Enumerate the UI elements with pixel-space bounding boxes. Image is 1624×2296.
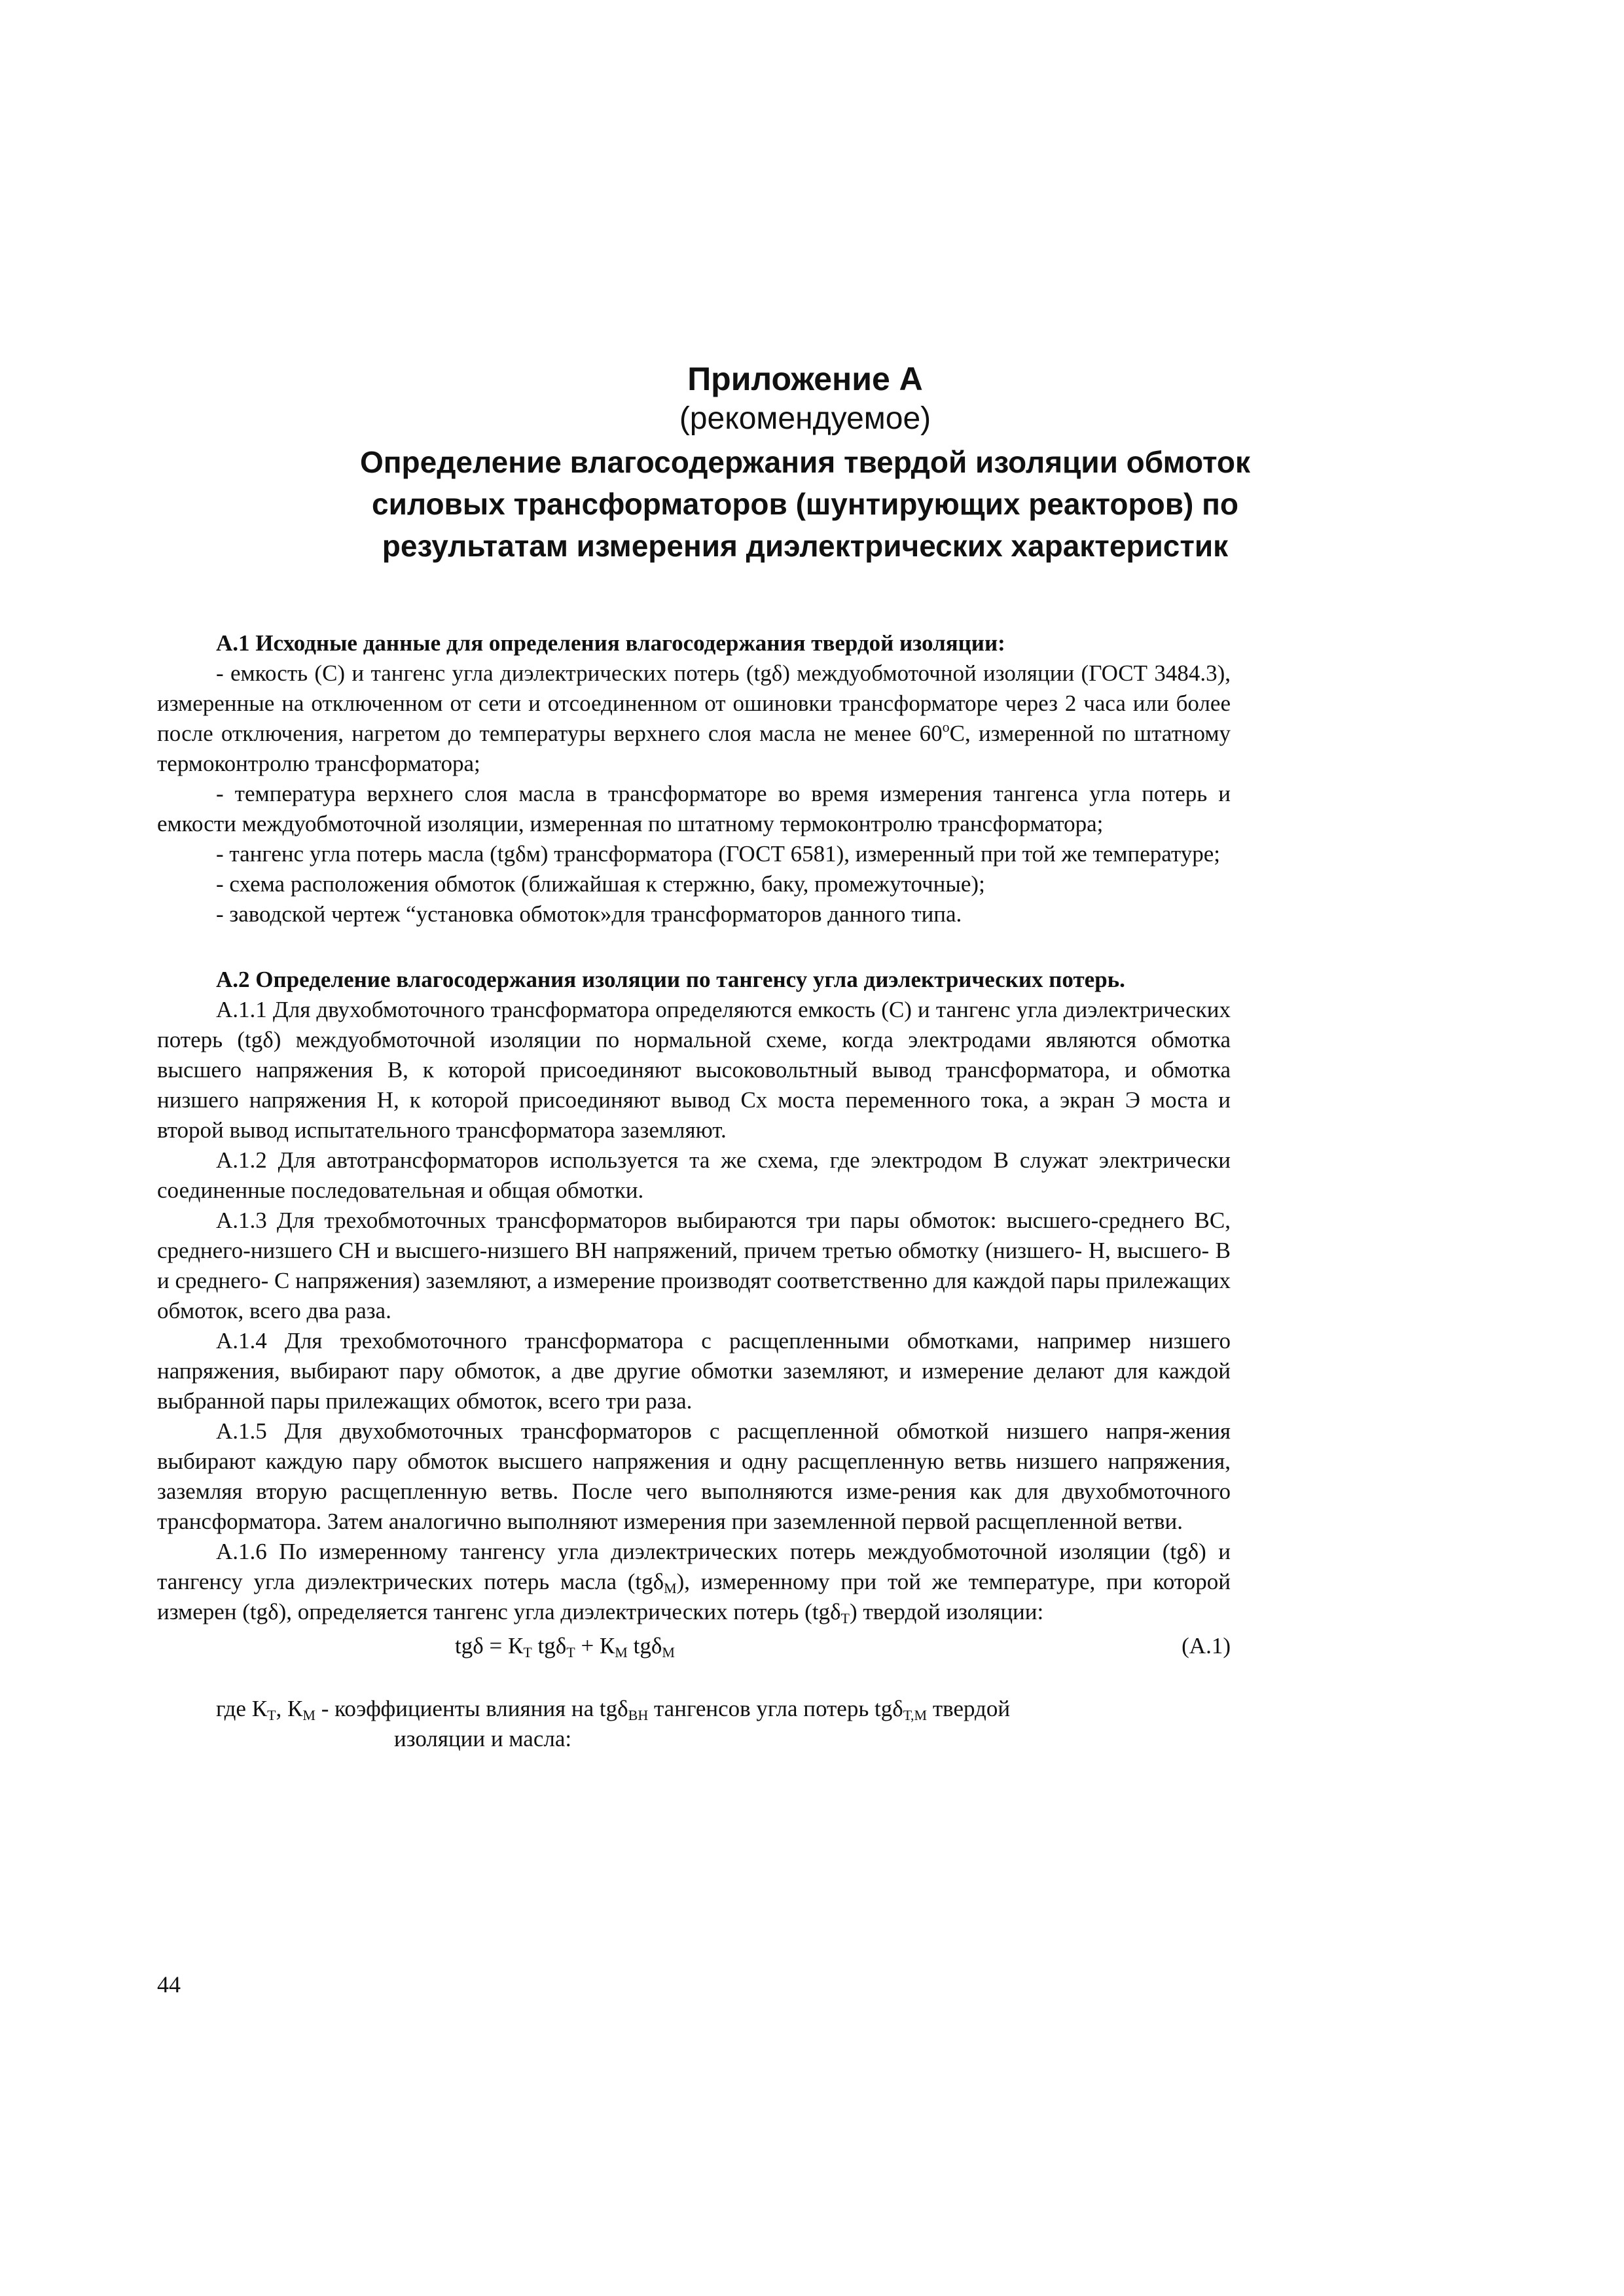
subscript: М bbox=[615, 1644, 628, 1660]
list-item: - температура верхнего слоя масла в трансформаторе во время измерения тангенса угла потерь и емкости междуобмоточной изоляции, измеренная по штатному термоконтролю трансформатора; bbox=[157, 781, 1231, 836]
page-number: 44 bbox=[157, 1971, 181, 1998]
appendix-title: Приложение А bbox=[687, 361, 923, 397]
main-title-line: Определение влагосодержания твердой изоляции обмоток bbox=[359, 445, 1250, 479]
where-clause bbox=[157, 1694, 1231, 1724]
main-title-line: результатам измерения диэлектрических характеристик bbox=[382, 529, 1229, 563]
subscript: Т bbox=[523, 1644, 532, 1660]
list-item: - тангенс угла потерь масла (tgδм) трансформатора (ГОСТ 6581), измеренный при той же температуре; bbox=[216, 841, 1220, 867]
paragraph: А.1.4 Для трехобмоточного трансформатора с расщепленными обмотками, например низшего напряжения, выбирают пару обмоток, а две другие обмотки заземляют, и измерение делают для каждой выбранной пары прилежащих обмоток, всего три раза. bbox=[157, 1328, 1231, 1414]
subscript: Т,М bbox=[903, 1707, 928, 1723]
where-text: где К bbox=[216, 1696, 268, 1721]
where-continuation: изоляции и масла: bbox=[394, 1726, 572, 1751]
list-item: - заводской чертеж “установка обмоток»для трансформаторов данного типа. bbox=[216, 901, 962, 927]
paragraph: А.1.1 Для двухобмоточного трансформатора определяются емкость (С) и тангенс угла диэлектрических потерь (tgδ) междуобмоточной изоляции по нормальной схеме, когда электродами являются обмотка высшего напряжения В, к которой присоединяют высоковольтный вывод трансформатора, и обмотка низшего напряжения Н, к которой присоединяют вывод Сх моста переменного тока, а экран Э моста и второй вывод испытательного трансформатора заземляют. bbox=[157, 997, 1231, 1143]
subscript: Т bbox=[840, 1610, 850, 1626]
formula-part: tgδ bbox=[532, 1633, 567, 1659]
where-text: - коэффициенты влияния на tgδ bbox=[315, 1696, 628, 1721]
paragraph-text: ) твердой изоляции: bbox=[849, 1599, 1044, 1624]
where-text: тангенсов угла потерь tgδ bbox=[648, 1696, 903, 1721]
appendix-subtitle: (рекомендуемое) bbox=[679, 401, 931, 436]
formula-part: tgδ = К bbox=[455, 1633, 524, 1659]
subscript: Т bbox=[267, 1707, 276, 1723]
subscript: М bbox=[664, 1580, 677, 1596]
paragraph-text: А.1.6 По измеренному тангенсу угла диэлектрических потерь междуобмоточной изоляции (tgδ) и тангенсу угла диэлектрических потерь масла (tgδ bbox=[157, 1539, 1231, 1594]
subscript: ВН bbox=[628, 1707, 649, 1723]
formula-number: (А.1) bbox=[1182, 1633, 1231, 1659]
paragraph: А.1.3 Для трехобмоточных трансформаторов выбираются три пары обмоток: высшего-среднего ВС, среднего-низшего СН и высшего-низшего ВН напряжений, причем третью обмотку (низшего- Н, высшего- В и среднего- С напряжения) заземляют, а измерение производят соответственно для каждой пары прилежащих обмоток, всего два раза. bbox=[157, 1208, 1231, 1323]
degree-mark: о bbox=[942, 719, 950, 735]
paragraph bbox=[157, 1537, 1231, 1627]
paragraph: А.1.5 Для двухобмоточных трансформаторов с расщепленной обмоткой низшего напря-жения выбирают каждую пару обмоток высшего напряжения и одну расщепленную ветвь низшего напряжения, заземляя вторую расщепленную ветвь. После чего выполняются изме-рения как для двухобмоточного трансформатора. Затем аналогично выполняют измерения при заземленной первой расщепленной ветви. bbox=[157, 1418, 1231, 1534]
document-body bbox=[157, 628, 1231, 1754]
subscript: М bbox=[302, 1707, 316, 1723]
section-a2-title: А.2 Определение влагосодержания изоляции по тангенсу угла диэлектрических потерь. bbox=[216, 967, 1125, 992]
appendix-heading bbox=[196, 359, 1414, 567]
list-item bbox=[157, 658, 1231, 779]
formula-a1 bbox=[157, 1631, 1231, 1666]
formula-part: tgδ bbox=[627, 1633, 662, 1659]
where-text: , К bbox=[276, 1696, 303, 1721]
formula-expression bbox=[455, 1631, 675, 1661]
appendix-main-title bbox=[196, 441, 1414, 567]
paragraph: А.1.2 Для автотрансформаторов используется та же схема, где электродом В служат электрически соединенные последовательная и общая обмотки. bbox=[157, 1147, 1231, 1203]
section-a1-title: А.1 Исходные данные для определения влагосодержания твердой изоляции: bbox=[216, 630, 1005, 656]
main-title-line: силовых трансформаторов (шунтирующих реакторов) по bbox=[371, 487, 1238, 521]
formula-part: + К bbox=[575, 1633, 615, 1659]
where-text: твердой bbox=[927, 1696, 1011, 1721]
subscript: Т bbox=[566, 1644, 575, 1660]
list-item-text: - емкость (С) и тангенс угла диэлектрических потерь (tgδ) междуобмоточной изоляции (ГОСТ 3484.3), измеренные на отключенном от сети и отсоединенном от ошиновки трансформаторе через 2 часа или более после отключения, нагретом до температуры верхнего слоя масла не менее 60 bbox=[157, 660, 1231, 746]
paragraph-text: ), измеренному при той же температуре, при которой измерен (tgδ), определяется тангенс угла диэлектрических потерь (tgδ bbox=[157, 1569, 1231, 1624]
list-item-text: С, измеренной по штатному термоконтролю трансформатора; bbox=[157, 721, 1231, 776]
list-item: - схема расположения обмоток (ближайшая к стержню, баку, промежуточные); bbox=[216, 871, 985, 897]
subscript: М bbox=[662, 1644, 675, 1660]
